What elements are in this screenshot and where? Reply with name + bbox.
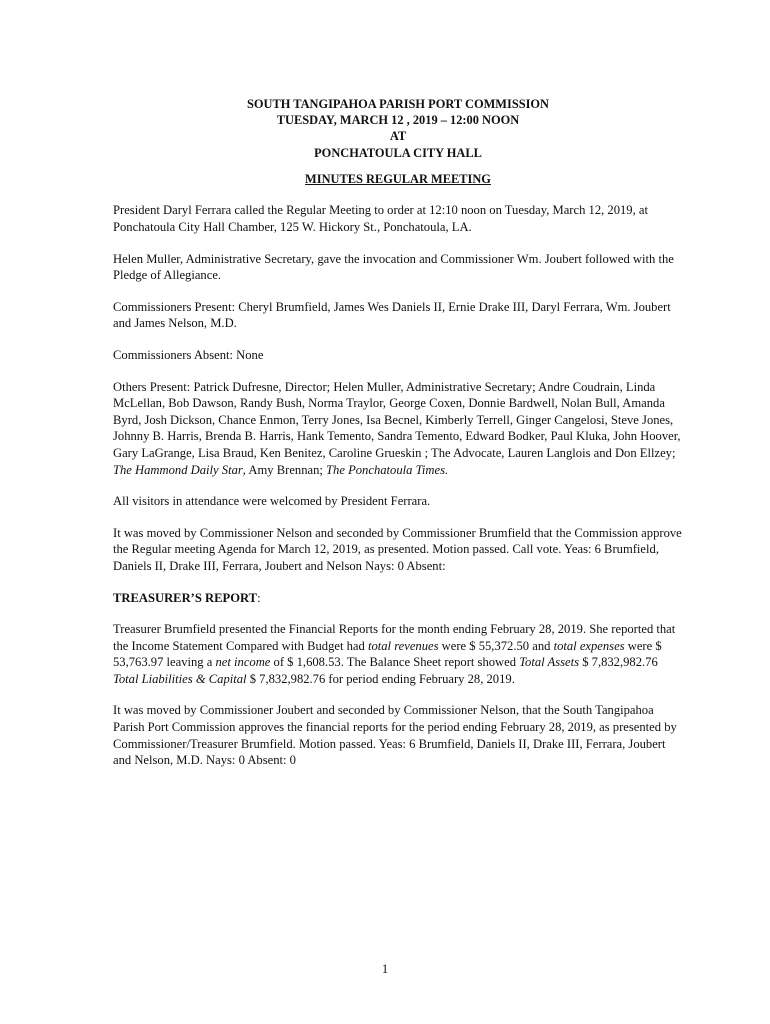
treasurer-text-1: Treasurer Brumfield presented the Financial Reports for the month ending February 28, 2019. She reported that the Income Statement Compared with Budget had [113, 622, 676, 653]
treasurer-text-4: of $ 1,608.53. The Balance Sheet report showed [270, 655, 520, 670]
paragraph-agenda-motion: It was moved by Commissioner Nelson and seconded by Commissioner Brumfield that the Commission approve the Regular meeting Agenda for March 12, 2019, as presented. Motion passed. Call vote. Yeas: 6 Brumfield, Daniels II, Drake III, Ferrara, Joubert and Nelson Nays: 0 Absent: [113, 525, 682, 573]
total-revenues-label: total revenues [367, 638, 439, 653]
total-liabilities-label: Total Liabilities & Capital [113, 671, 247, 686]
paragraph-others-present [113, 379, 683, 479]
treasurer-report-title: TREASURER’S REPORT [113, 590, 258, 605]
paragraph-financial-motion: It was moved by Commissioner Joubert and seconded by Commissioner Nelson, that the South Tangipahoa Parish Port Commission approves the financial reports for the period ending February 28, 2019, as presented by Commissioner/Treasurer Brumfield. Motion passed. Yeas: 6 Brumfield, Daniels II, Drake III, Ferrara, Joubert and Nelson, M.D. Nays: 0 Absent: 0 [113, 703, 677, 768]
meeting-location: PONCHATOULA CITY HALL [314, 145, 482, 160]
treasurer-text-6: $ 7,832,982.76 for period ending February 28, 2019. [246, 671, 515, 686]
treasurer-text-2: were $ 55,372.50 and [438, 638, 554, 653]
others-present-text-2: , Amy Brennan; [242, 462, 327, 477]
page-number: 1 [381, 962, 389, 976]
treasurer-text-3: were $ 53,763.97 leaving a [113, 638, 662, 670]
paragraph-commissioners-present: Commissioners Present: Cheryl Brumfield, James Wes Daniels II, Ernie Drake III, Daryl Ferrara, Wm. Joubert and James Nelson, M.D. [113, 299, 671, 331]
newspaper-ponchatoula-times: The Ponchatoula Times. [326, 462, 449, 477]
document-body [113, 96, 683, 769]
paragraph-welcome: All visitors in attendance were welcomed by President Ferrara. [113, 494, 431, 509]
total-expenses-label: total expenses [553, 638, 625, 653]
commission-name: SOUTH TANGIPAHOA PARISH PORT COMMISSION [246, 97, 550, 111]
minutes-title: MINUTES REGULAR MEETING [305, 171, 491, 186]
treasurer-report-colon: : [257, 590, 261, 605]
newspaper-hammond-daily-star: The Hammond Daily Star [113, 462, 243, 477]
heading-at: AT [389, 129, 407, 144]
treasurer-report-heading [113, 590, 683, 607]
paragraph-invocation: Helen Muller, Administrative Secretary, gave the invocation and Commissioner Wm. Joubert followed with the Pledge of Allegiance. [113, 251, 674, 283]
meeting-date: TUESDAY, MARCH 12 , 2019 – 12:00 NOON [276, 113, 520, 128]
paragraph-treasurer-report [113, 621, 683, 687]
net-income-label: net income [215, 655, 271, 670]
paragraph-commissioners-absent: Commissioners Absent: None [113, 347, 264, 362]
paragraph-call-to-order: President Daryl Ferrara called the Regular Meeting to order at 12:10 noon on Tuesday, March 12, 2019, at Ponchatoula City Hall Chamber, 125 W. Hickory St., Ponchatoula, LA. [113, 203, 648, 234]
treasurer-text-5: $ 7,832,982.76 [579, 655, 658, 670]
others-present-text: Others Present: Patrick Dufresne, Director; Helen Muller, Administrative Secretary; Andre Coudrain, Linda McLellan, Bob Dawson, Randy Bush, Norma Traylor, George Coxen, Donnie Bardwell, Nolan Bull, Amanda Byrd, Josh Dickson, Chance Enmon, Terry Jones, Isa Becnel, Kimberly Terrell, Ginger Cangelosi, Steve Jones, Johnny B. Harris, Brenda B. Harris, Hank Temento, Sandra Temento, Edward Bodker, Paul Kluka, John Hoover, Gary LaGrange, Lisa Braud, Ken Benitez, Caroline Grueskin ; The Advocate, Lauren Langlois and Don Ellzey; [113, 379, 681, 460]
total-assets-label: Total Assets [519, 655, 580, 670]
